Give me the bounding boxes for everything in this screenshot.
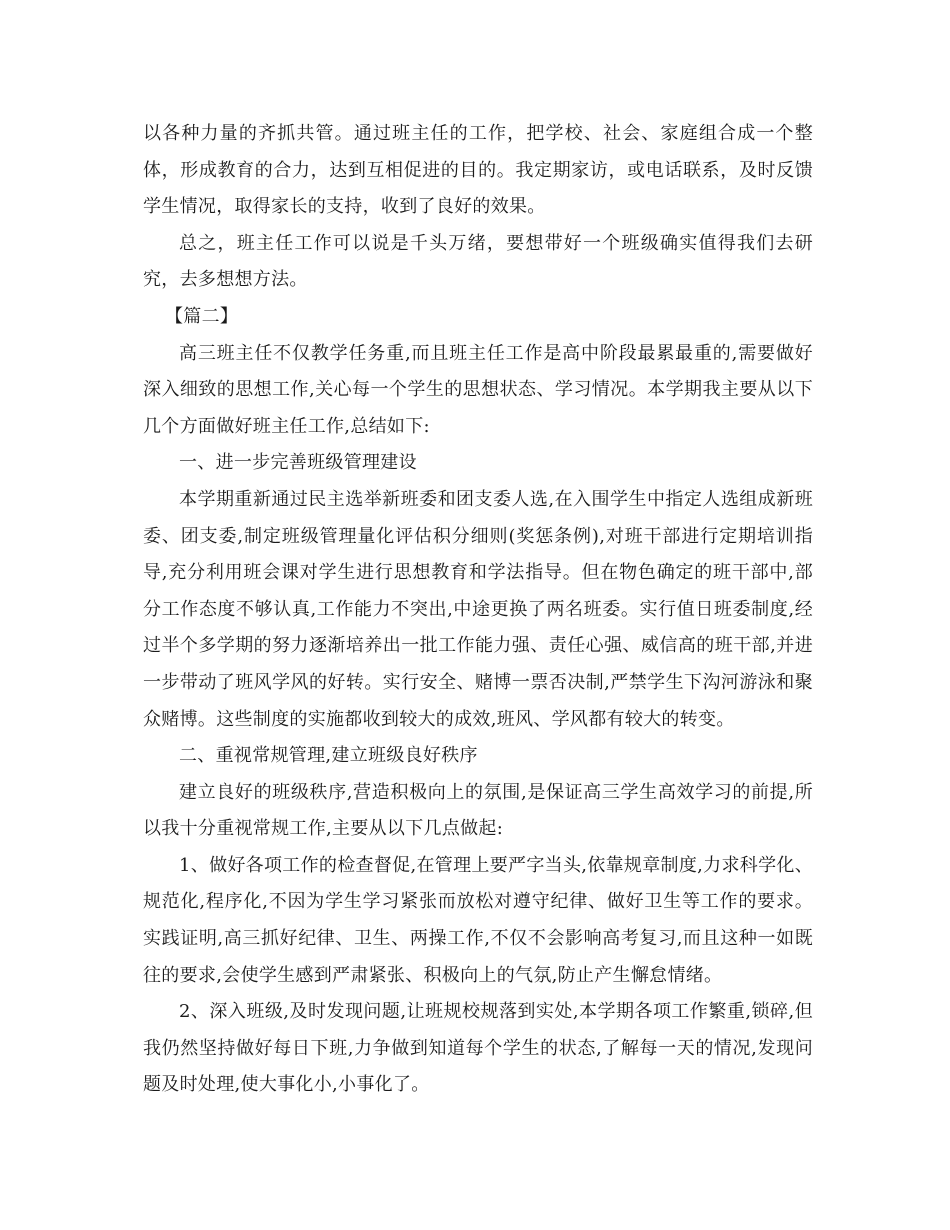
chapter-heading: 【篇二】 bbox=[165, 305, 239, 327]
paragraph-point-2: 2、深入班级,及时发现问题,让班规校规落到实处,本学期各项工作繁重,锁碎,但我仍然坚持做好每日下班,力争做到知道每个学生的状态,了解每一天的情况,发现问题及时处理,使大事化小,小事化了。 bbox=[143, 1001, 813, 1096]
section-heading-1: 一、进一步完善班级管理建设 bbox=[179, 452, 417, 474]
section-heading-2: 二、重视常规管理,建立班级良好秩序 bbox=[179, 745, 478, 767]
paragraph-summary: 总之，班主任工作可以说是千头万绪，要想带好一个班级确实值得我们去研究，去多想想方法。 bbox=[143, 232, 813, 291]
document-body bbox=[143, 116, 813, 1104]
paragraph-class-management: 本学期重新通过民主选举新班委和团支委人选,在入围学生中指定人选组成新班委、团支委,制定班级管理量化评估积分细则(奖惩条例),对班干部进行定期培训指导,充分利用班会课对学生进行思想教育和学法指导。但在物色确定的班干部中,部分工作态度不够认真,工作能力不突出,中途更换了两名班委。实行值日班委制度,经过半个多学期的努力逐渐培养出一批工作能力强、责任心强、威信高的班干部,并进一步带动了班风学风的好转。实行安全、赌博一票否决制,严禁学生下沟河游泳和聚众赌博。这些制度的实施都收到较大的成效,班风、学风都有较大的转变。 bbox=[143, 488, 813, 730]
paragraph-point-1: 1、做好各项工作的检查督促,在管理上要严字当头,依靠规章制度,力求科学化、规范化,程序化,不因为学生学习紧张而放松对遵守纪律、做好卫生等工作的要求。实践证明,高三抓好纪律、卫生、两操工作,不仅不会影响高考复习,而且这种一如既往的要求,会使学生感到严肃紧张、积极向上的气氛,防止产生懈怠情绪。 bbox=[143, 854, 813, 986]
paragraph-family-cooperation: 以各种力量的齐抓共管。通过班主任的工作，把学校、社会、家庭组合成一个整体，形成教育的合力，达到互相促进的目的。我定期家访，或电话联系，及时反馈学生情况，取得家长的支持，收到了良好的效果。 bbox=[143, 123, 813, 218]
paragraph-intro: 高三班主任不仅教学任务重,而且班主任工作是高中阶段最累最重的,需要做好深入细致的思想工作,关心每一个学生的思想状态、学习情况。本学期我主要从以下几个方面做好班主任工作,总结如下: bbox=[143, 342, 813, 437]
paragraph-order-intro: 建立良好的班级秩序,营造积极向上的氛围,是保证高三学生高效学习的前提,所以我十分重视常规工作,主要从以下几点做起: bbox=[143, 781, 813, 840]
